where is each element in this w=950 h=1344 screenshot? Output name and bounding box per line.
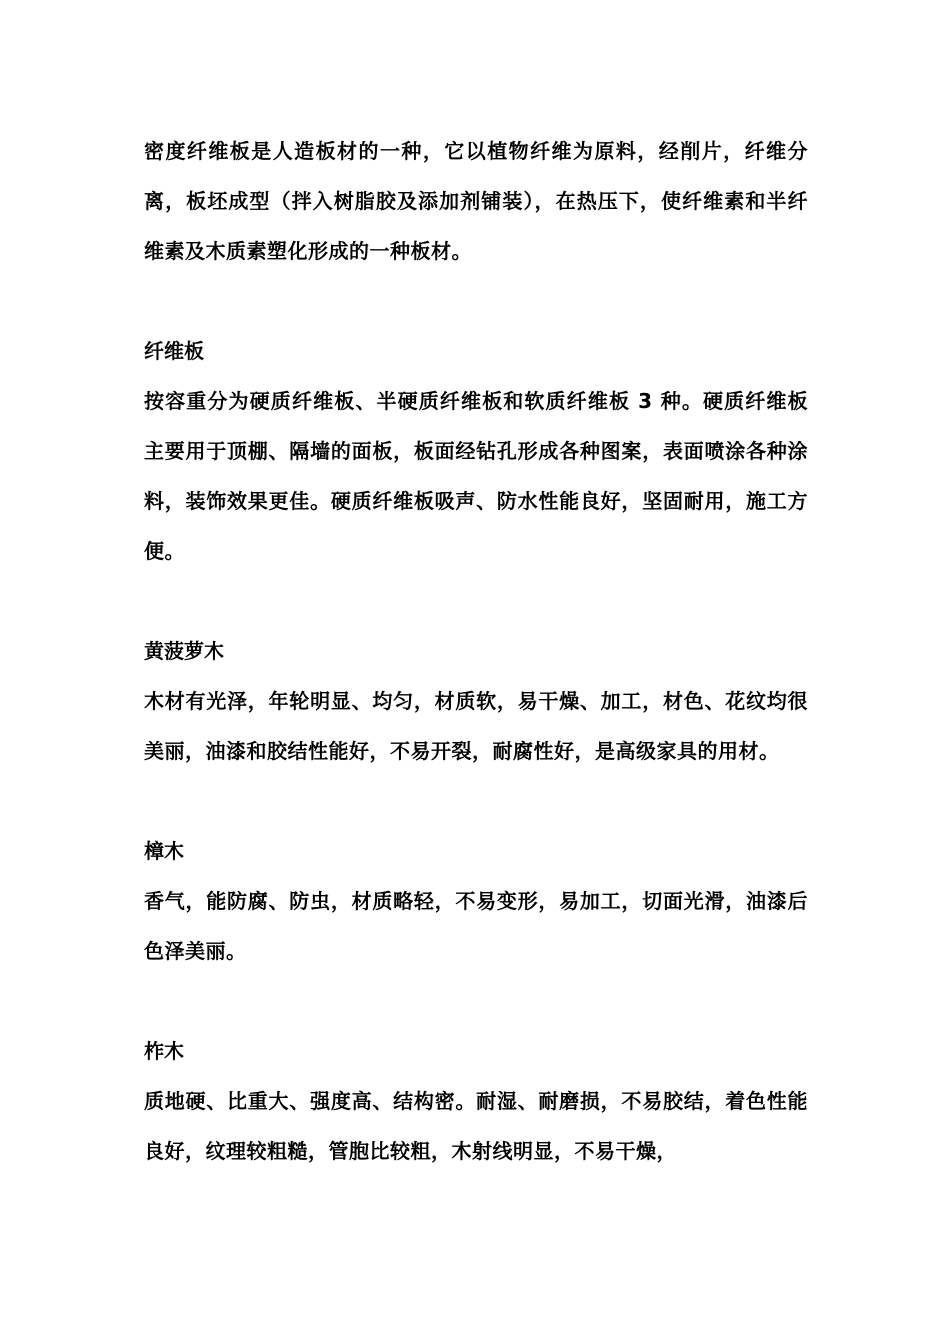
spacer (144, 276, 808, 326)
section-title: 纤维板 (144, 339, 204, 363)
section-body: 按容重分为硬质纤维板、半硬质纤维板和软质纤维板 3 种。硬质纤维板主要用于顶棚、隔墙的面板，板面经钻孔形成各种图案，表面喷涂各种涂料，装饰效果更佳。硬质纤维板吸声、防水性能良好，坚固耐用，施工方便。 (144, 389, 808, 563)
section-body: 木材有光泽，年轮明显、均匀，材质软，易干燥、加工，材色、花纹均很美丽，油漆和胶结性能好，不易开裂，耐腐性好，是高级家具的用材。 (144, 689, 808, 763)
section-amur-cork (144, 626, 808, 776)
section-title: 柞木 (144, 1039, 184, 1063)
spacer (144, 576, 808, 626)
section-camphor (144, 826, 808, 976)
spacer (144, 976, 808, 1026)
section-fiberboard (144, 326, 808, 576)
section-body: 香气，能防腐、防虫，材质略轻，不易变形，易加工，切面光滑，油漆后色泽美丽。 (144, 889, 808, 963)
document-page (144, 126, 808, 1176)
section-title: 黄菠萝木 (144, 639, 224, 663)
section-oak (144, 1026, 808, 1176)
intro-paragraph: 密度纤维板是人造板材的一种，它以植物纤维为原料，经削片，纤维分离，板坯成型（拌入树脂胶及添加剂铺装），在热压下，使纤维素和半纤维素及木质素塑化形成的一种板材。 (144, 139, 808, 263)
section-title: 樟木 (144, 839, 184, 863)
spacer (144, 776, 808, 826)
section-body: 质地硬、比重大、强度高、结构密。耐湿、耐磨损，不易胶结，着色性能良好，纹理较粗糙，管胞比较粗，木射线明显，不易干燥， (144, 1089, 808, 1163)
